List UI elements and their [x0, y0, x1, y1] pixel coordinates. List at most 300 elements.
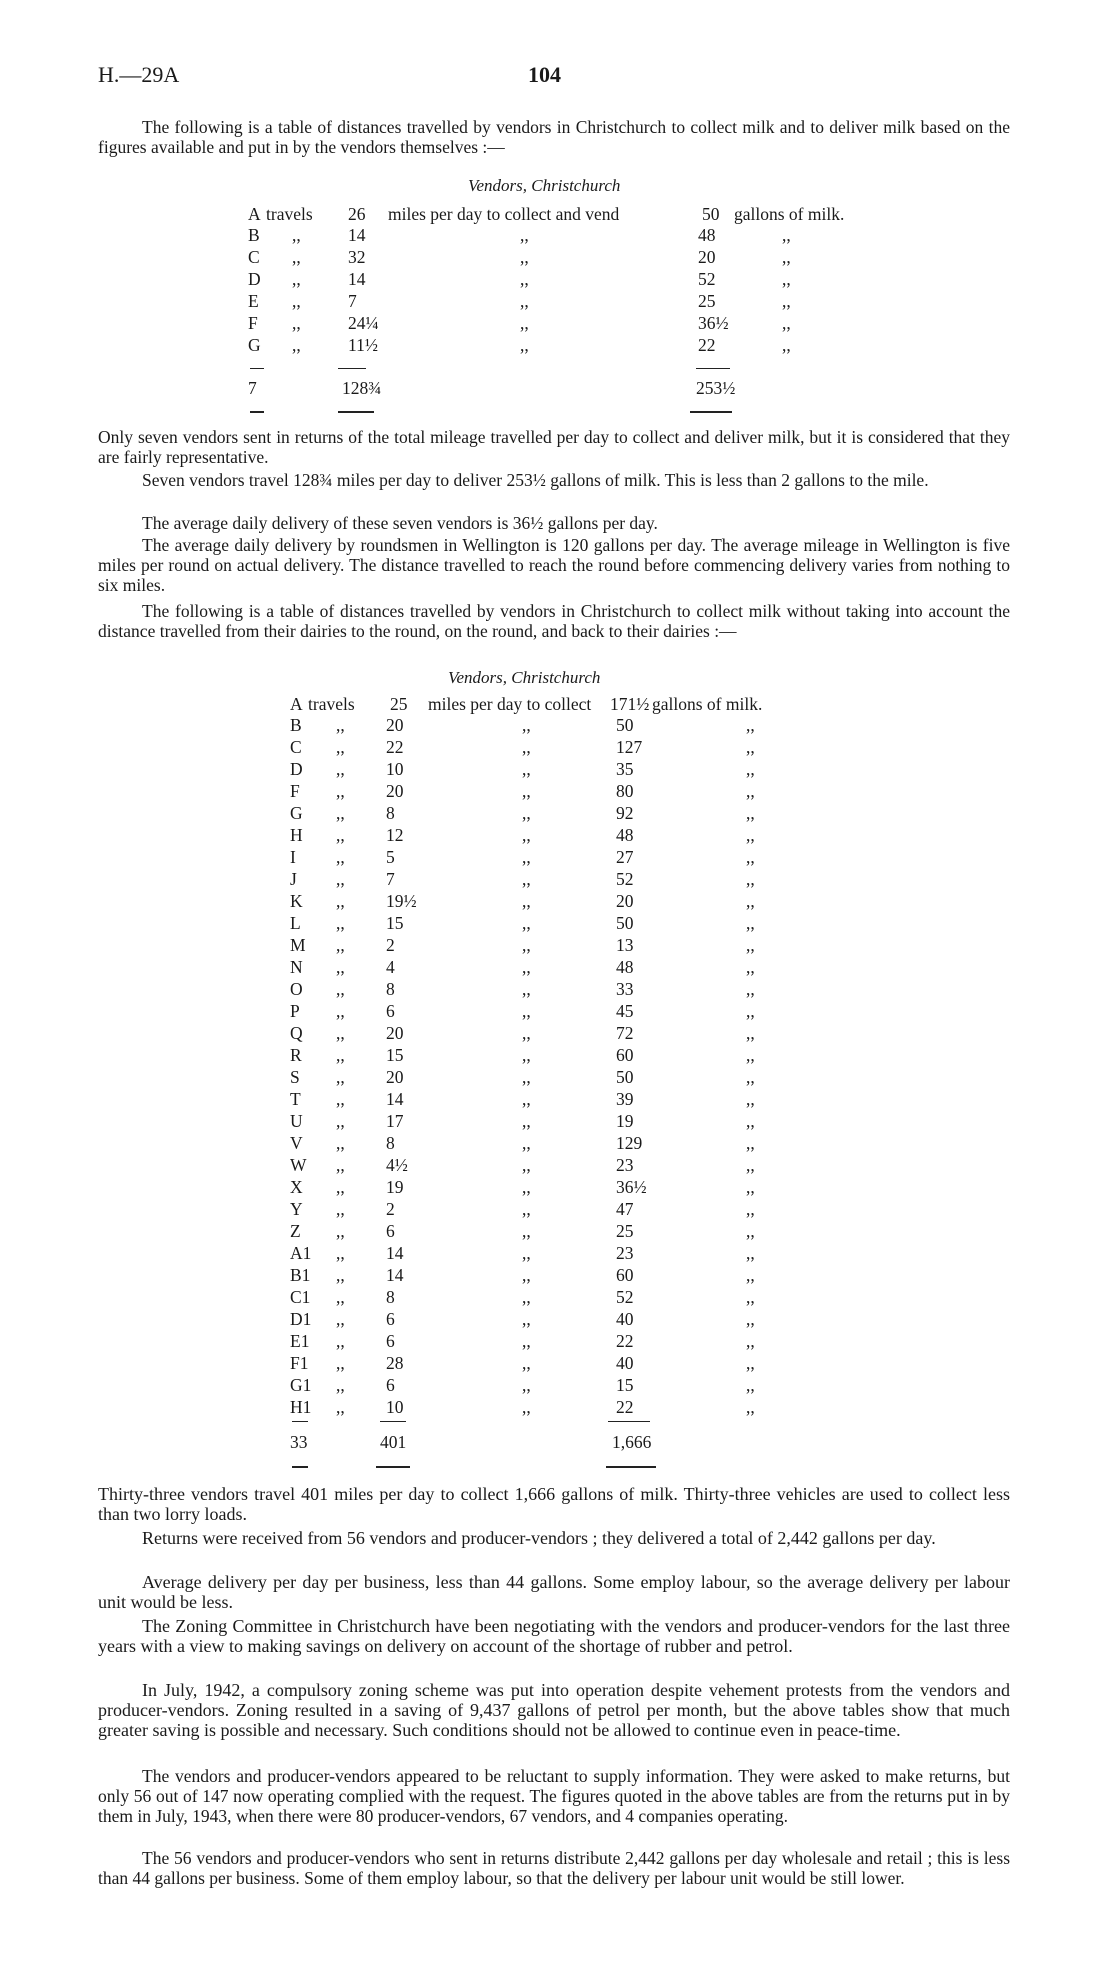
ditto-mark: ,,	[336, 935, 345, 955]
miles-value: 8	[386, 1133, 395, 1153]
ditto-mark: ,,	[522, 1177, 531, 1197]
vendor-letter: L	[290, 913, 301, 933]
gallons-value: 23	[616, 1155, 634, 1175]
table-row	[290, 759, 890, 780]
miles-value: 14	[348, 225, 366, 245]
ditto-mark: ,,	[746, 1309, 755, 1329]
vendor-letter: E	[248, 291, 259, 311]
ditto-mark: ,,	[522, 781, 531, 801]
miles-value: 8	[386, 803, 395, 823]
ditto-mark: ,,	[336, 1265, 345, 1285]
vendor-letter: A	[248, 204, 261, 224]
ditto-mark: ,,	[336, 1111, 345, 1131]
ditto-mark: ,,	[336, 869, 345, 889]
vendor-letter: G	[248, 335, 261, 355]
ditto-mark: ,,	[336, 1199, 345, 1219]
ditto-mark: ,,	[746, 1111, 755, 1131]
table-2-caption: Vendors, Christchurch	[448, 668, 601, 687]
table-row	[290, 825, 890, 846]
ditto-mark: ,,	[522, 1243, 531, 1263]
gallons-value: 127	[616, 737, 643, 757]
paragraph-mid-3: The average daily delivery of these seven vendors is 36½ gallons per day.	[142, 513, 658, 533]
ditto-mark: ,,	[336, 1001, 345, 1021]
miles-value: 14	[386, 1089, 404, 1109]
vendor-letter: U	[290, 1111, 303, 1131]
table-row	[290, 1309, 890, 1330]
ditto-mark: ,,	[292, 225, 301, 245]
table-row	[290, 1265, 890, 1286]
vendor-letter: F	[290, 781, 300, 801]
ditto-mark: ,,	[336, 759, 345, 779]
ditto-mark: ,,	[292, 313, 301, 333]
ditto-mark: ,,	[746, 759, 755, 779]
total-count: 7	[248, 378, 257, 398]
ditto-mark: ,,	[336, 979, 345, 999]
vendor-letter: W	[290, 1155, 307, 1175]
ditto-mark: ,,	[520, 225, 529, 245]
paragraph-mid-2: Seven vendors travel 128¾ miles per day to deliver 253½ gallons of milk. This is less than 2 gallons to the mile.	[142, 470, 929, 490]
ditto-mark: ,,	[746, 1353, 755, 1373]
table-row	[290, 1089, 890, 1110]
vendor-letter: E1	[290, 1331, 310, 1351]
ditto-mark: ,,	[336, 1023, 345, 1043]
ditto-mark: ,,	[522, 1397, 531, 1417]
ditto-mark: ,,	[336, 1045, 345, 1065]
ditto-mark: ,,	[746, 847, 755, 867]
ditto-mark: ,,	[336, 1331, 345, 1351]
total-gallons: 1,666	[612, 1432, 652, 1452]
table-row	[290, 715, 890, 736]
ditto-mark: ,,	[746, 781, 755, 801]
ditto-mark: ,,	[336, 1309, 345, 1329]
table-1-caption: Vendors, Christchurch	[468, 176, 621, 195]
total-count: 33	[290, 1432, 308, 1452]
ditto-mark: ,,	[522, 1133, 531, 1153]
gallons-value: 48	[616, 825, 634, 845]
table-row	[248, 247, 848, 268]
gallons-value: 36½	[698, 313, 729, 333]
gallons-value: 50	[616, 715, 634, 735]
ditto-mark: ,,	[782, 247, 791, 267]
ditto-mark: ,,	[522, 759, 531, 779]
table-row	[290, 869, 890, 890]
ditto-mark: ,,	[746, 1133, 755, 1153]
vendor-letter: K	[290, 891, 303, 911]
table-row	[290, 1111, 890, 1132]
gallons-value: 25	[616, 1221, 634, 1241]
ditto-mark: ,,	[782, 269, 791, 289]
gallons-value: 50	[616, 913, 634, 933]
ditto-mark: ,,	[746, 1001, 755, 1021]
ditto-mark: ,,	[746, 913, 755, 933]
page-number: 104	[528, 62, 561, 87]
vendor-letter: V	[290, 1133, 303, 1153]
ditto-mark: ,,	[336, 847, 345, 867]
ditto-mark: ,,	[746, 1375, 755, 1395]
gallons-value: 19	[616, 1111, 634, 1131]
vendor-letter: C	[248, 247, 260, 267]
row-description: miles per day to collect	[428, 694, 592, 714]
gallons-value: 60	[616, 1045, 634, 1065]
ditto-mark: ,,	[746, 1397, 755, 1417]
ditto-mark: ,,	[522, 1309, 531, 1329]
miles-value: 32	[348, 247, 366, 267]
ditto-mark: ,,	[522, 979, 531, 999]
gallons-value: 52	[616, 1287, 634, 1307]
gallons-value: 50	[702, 204, 720, 224]
vendor-letter: C1	[290, 1287, 311, 1307]
miles-value: 8	[386, 979, 395, 999]
vendor-letter: G	[290, 803, 303, 823]
miles-value: 8	[386, 1287, 395, 1307]
document-reference: H.—29A	[98, 62, 180, 87]
miles-value: 14	[348, 269, 366, 289]
ditto-mark: ,,	[746, 1045, 755, 1065]
gallons-value: 13	[616, 935, 634, 955]
rule	[376, 1466, 410, 1468]
rule	[608, 1421, 650, 1422]
ditto-mark: ,,	[336, 1089, 345, 1109]
table-row	[248, 269, 848, 290]
ditto-mark: ,,	[782, 291, 791, 311]
miles-value: 4½	[386, 1155, 408, 1175]
vendor-letter: X	[290, 1177, 303, 1197]
gallons-value: 45	[616, 1001, 634, 1021]
row-tail: gallons of milk.	[652, 694, 763, 714]
rule	[606, 1466, 656, 1468]
paragraph-end-6: The vendors and producer-vendors appeared to be reluctant to supply information. They were asked to make returns, but only 56 out of 147 now operating complied with the request. The figures quoted in the above tables are from the returns put in by them in July, 1943, when there were 80 producer-vendors, 67 vendors, and 4 companies operating.	[98, 1766, 1010, 1826]
verb-travels: travels	[266, 204, 313, 224]
table-row	[290, 1001, 890, 1022]
miles-value: 11½	[348, 335, 378, 355]
ditto-mark: ,,	[522, 1287, 531, 1307]
ditto-mark: ,,	[746, 1155, 755, 1175]
gallons-value: 52	[616, 869, 634, 889]
ditto-mark: ,,	[782, 313, 791, 333]
gallons-value: 20	[698, 247, 716, 267]
vendor-letter: T	[290, 1089, 301, 1109]
gallons-value: 48	[698, 225, 716, 245]
ditto-mark: ,,	[336, 1287, 345, 1307]
gallons-value: 36½	[616, 1177, 647, 1197]
table-row	[290, 1243, 890, 1264]
vendor-letter: A	[290, 694, 303, 714]
miles-value: 24¼	[348, 313, 379, 333]
ditto-mark: ,,	[522, 1331, 531, 1351]
total-miles: 401	[380, 1432, 407, 1452]
rule	[250, 368, 264, 369]
ditto-mark: ,,	[522, 737, 531, 757]
vendor-letter: R	[290, 1045, 302, 1065]
ditto-mark: ,,	[520, 269, 529, 289]
vendor-letter: J	[290, 869, 297, 889]
ditto-mark: ,,	[336, 957, 345, 977]
gallons-value: 22	[616, 1331, 634, 1351]
table-row	[290, 935, 890, 956]
gallons-value: 25	[698, 291, 716, 311]
ditto-mark: ,,	[782, 335, 791, 355]
table-row	[290, 1199, 890, 1220]
ditto-mark: ,,	[746, 1089, 755, 1109]
ditto-mark: ,,	[336, 1375, 345, 1395]
rule	[292, 1466, 308, 1468]
vendor-letter: H1	[290, 1397, 312, 1417]
table-2-row-first	[290, 694, 890, 715]
total-miles: 128¾	[342, 378, 382, 398]
ditto-mark: ,,	[746, 1331, 755, 1351]
row-description: miles per day to collect and vend	[388, 204, 620, 224]
vendor-letter: M	[290, 935, 306, 955]
miles-value: 14	[386, 1243, 404, 1263]
gallons-value: 22	[698, 335, 716, 355]
gallons-value: 92	[616, 803, 634, 823]
ditto-mark: ,,	[522, 935, 531, 955]
paragraph-end-1: Thirty-three vendors travel 401 miles per day to collect 1,666 gallons of milk. Thirty-three vehicles are used to collect less than two lorry loads.	[98, 1484, 1010, 1524]
vendor-letter: S	[290, 1067, 300, 1087]
ditto-mark: ,,	[522, 1089, 531, 1109]
table-row	[290, 1397, 890, 1418]
table-1-totals	[248, 378, 948, 399]
vendor-letter: A1	[290, 1243, 312, 1263]
ditto-mark: ,,	[522, 1045, 531, 1065]
ditto-mark: ,,	[522, 1155, 531, 1175]
ditto-mark: ,,	[522, 715, 531, 735]
gallons-value: 40	[616, 1353, 634, 1373]
gallons-value: 72	[616, 1023, 634, 1043]
paragraph-end-7: The 56 vendors and producer-vendors who sent in returns distribute 2,442 gallons per day wholesale and retail ; this is less than 44 gallons per business. Some of them employ labour, so that the delivery per labour unit would be still lower.	[98, 1848, 1010, 1888]
ditto-mark: ,,	[746, 1243, 755, 1263]
miles-value: 15	[386, 1045, 404, 1065]
vendor-letter: Q	[290, 1023, 303, 1043]
table-row	[290, 1287, 890, 1308]
table-row	[248, 335, 848, 356]
ditto-mark: ,,	[522, 1375, 531, 1395]
table-row	[290, 1133, 890, 1154]
miles-value: 6	[386, 1331, 395, 1351]
ditto-mark: ,,	[746, 1177, 755, 1197]
ditto-mark: ,,	[522, 1265, 531, 1285]
ditto-mark: ,,	[746, 1023, 755, 1043]
table-row	[290, 847, 890, 868]
ditto-mark: ,,	[520, 291, 529, 311]
ditto-mark: ,,	[520, 247, 529, 267]
gallons-value: 52	[698, 269, 716, 289]
gallons-value: 22	[616, 1397, 634, 1417]
gallons-value: 39	[616, 1089, 634, 1109]
paragraph-end-2: Returns were received from 56 vendors and producer-vendors ; they delivered a total of 2,442 gallons per day.	[142, 1528, 936, 1548]
vendor-letter: N	[290, 957, 303, 977]
verb-travels: travels	[308, 694, 355, 714]
ditto-mark: ,,	[336, 913, 345, 933]
rule	[380, 1421, 406, 1422]
gallons-value: 33	[616, 979, 634, 999]
miles-value: 7	[348, 291, 357, 311]
gallons-value: 129	[616, 1133, 643, 1153]
table-row	[290, 913, 890, 934]
ditto-mark: ,,	[746, 1067, 755, 1087]
rule	[338, 368, 366, 369]
miles-value: 14	[386, 1265, 404, 1285]
ditto-mark: ,,	[520, 313, 529, 333]
ditto-mark: ,,	[522, 1023, 531, 1043]
miles-value: 5	[386, 847, 395, 867]
miles-value: 6	[386, 1221, 395, 1241]
vendor-letter: B1	[290, 1265, 311, 1285]
vendor-letter: D	[248, 269, 261, 289]
miles-value: 20	[386, 1067, 404, 1087]
table-row	[290, 1177, 890, 1198]
row-tail: gallons of milk.	[734, 204, 845, 224]
ditto-mark: ,,	[522, 847, 531, 867]
paragraph-end-5: In July, 1942, a compulsory zoning scheme was put into operation despite vehement protests from the vendors and producer-vendors. Zoning resulted in a saving of 9,437 gallons of petrol per month, but the above tables show that much greater saving is possible and necessary. Such conditions should not be allowed to continue even in peace-time.	[98, 1680, 1010, 1740]
vendor-letter: Y	[290, 1199, 303, 1219]
ditto-mark: ,,	[746, 825, 755, 845]
miles-value: 19	[386, 1177, 404, 1197]
miles-value: 20	[386, 715, 404, 735]
miles-value: 10	[386, 1397, 404, 1417]
table-row	[290, 1353, 890, 1374]
vendor-letter: D1	[290, 1309, 312, 1329]
miles-value: 20	[386, 781, 404, 801]
ditto-mark: ,,	[292, 291, 301, 311]
miles-value: 19½	[386, 891, 417, 911]
ditto-mark: ,,	[336, 1221, 345, 1241]
vendor-letter: P	[290, 1001, 300, 1021]
ditto-mark: ,,	[336, 1397, 345, 1417]
miles-value: 17	[386, 1111, 404, 1131]
ditto-mark: ,,	[522, 1067, 531, 1087]
vendor-letter: O	[290, 979, 303, 999]
ditto-mark: ,,	[746, 891, 755, 911]
total-gallons: 253½	[696, 378, 736, 398]
miles-value: 2	[386, 935, 395, 955]
ditto-mark: ,,	[522, 825, 531, 845]
gallons-value: 20	[616, 891, 634, 911]
paragraph-mid-5: The following is a table of distances travelled by vendors in Christchurch to collect milk without taking into account the distance travelled from their dairies to the round, on the round, and back to their dairies :—	[98, 601, 1010, 641]
rule	[696, 368, 730, 369]
vendor-letter: C	[290, 737, 302, 757]
vendor-letter: I	[290, 847, 296, 867]
miles-value: 25	[390, 694, 408, 714]
gallons-value: 23	[616, 1243, 634, 1263]
table-row	[290, 979, 890, 1000]
ditto-mark: ,,	[522, 957, 531, 977]
table-row	[290, 1067, 890, 1088]
table-row	[248, 225, 848, 246]
vendor-letter: B	[248, 225, 260, 245]
ditto-mark: ,,	[336, 1353, 345, 1373]
ditto-mark: ,,	[522, 1221, 531, 1241]
ditto-mark: ,,	[746, 957, 755, 977]
vendor-letter: G1	[290, 1375, 312, 1395]
miles-value: 12	[386, 825, 404, 845]
rule	[690, 411, 732, 413]
table-row	[290, 1375, 890, 1396]
table-row	[290, 957, 890, 978]
vendor-letter: H	[290, 825, 303, 845]
vendor-letter: D	[290, 759, 303, 779]
ditto-mark: ,,	[522, 803, 531, 823]
ditto-mark: ,,	[336, 1243, 345, 1263]
ditto-mark: ,,	[336, 1067, 345, 1087]
miles-value: 6	[386, 1001, 395, 1021]
miles-value: 22	[386, 737, 404, 757]
gallons-value: 80	[616, 781, 634, 801]
ditto-mark: ,,	[336, 715, 345, 735]
gallons-value: 47	[616, 1199, 634, 1219]
ditto-mark: ,,	[782, 225, 791, 245]
ditto-mark: ,,	[746, 715, 755, 735]
miles-value: 28	[386, 1353, 404, 1373]
rule	[338, 411, 374, 413]
ditto-mark: ,,	[522, 1353, 531, 1373]
gallons-value: 48	[616, 957, 634, 977]
table-row	[290, 1045, 890, 1066]
intro-paragraph-1: The following is a table of distances travelled by vendors in Christchurch to collect milk and to deliver milk based on the figures available and put in by the vendors themselves :—	[98, 117, 1010, 157]
miles-value: 6	[386, 1375, 395, 1395]
ditto-mark: ,,	[336, 1177, 345, 1197]
table-1-row-first	[248, 204, 948, 225]
gallons-value: 50	[616, 1067, 634, 1087]
vendor-letter: Z	[290, 1221, 301, 1241]
gallons-value: 35	[616, 759, 634, 779]
gallons-value: 171½	[610, 694, 650, 714]
ditto-mark: ,,	[336, 781, 345, 801]
ditto-mark: ,,	[746, 869, 755, 889]
ditto-mark: ,,	[336, 737, 345, 757]
ditto-mark: ,,	[336, 803, 345, 823]
table-row	[248, 291, 848, 312]
miles-value: 15	[386, 913, 404, 933]
table-row	[248, 313, 848, 334]
ditto-mark: ,,	[336, 1133, 345, 1153]
ditto-mark: ,,	[520, 335, 529, 355]
paragraph-end-4: The Zoning Committee in Christchurch have been negotiating with the vendors and producer-vendors for the last three years with a view to making savings on delivery on account of the shortage of rubber and petrol.	[98, 1616, 1010, 1656]
ditto-mark: ,,	[522, 891, 531, 911]
miles-value: 26	[348, 204, 366, 224]
miles-value: 6	[386, 1309, 395, 1329]
table-row	[290, 1155, 890, 1176]
table-row	[290, 781, 890, 802]
gallons-value: 27	[616, 847, 634, 867]
ditto-mark: ,,	[746, 737, 755, 757]
vendor-letter: F1	[290, 1353, 309, 1373]
paragraph-mid-1: Only seven vendors sent in returns of the total mileage travelled per day to collect and deliver milk, but it is considered that they are fairly representative.	[98, 427, 1010, 467]
gallons-value: 60	[616, 1265, 634, 1285]
ditto-mark: ,,	[336, 1155, 345, 1175]
gallons-value: 40	[616, 1309, 634, 1329]
ditto-mark: ,,	[522, 1111, 531, 1131]
ditto-mark: ,,	[522, 913, 531, 933]
ditto-mark: ,,	[746, 1221, 755, 1241]
vendor-letter: B	[290, 715, 302, 735]
ditto-mark: ,,	[746, 803, 755, 823]
miles-value: 7	[386, 869, 395, 889]
ditto-mark: ,,	[336, 825, 345, 845]
miles-value: 4	[386, 957, 395, 977]
ditto-mark: ,,	[336, 891, 345, 911]
table-row	[290, 803, 890, 824]
ditto-mark: ,,	[292, 269, 301, 289]
miles-value: 2	[386, 1199, 395, 1219]
table-row	[290, 1023, 890, 1044]
rule	[250, 411, 264, 413]
ditto-mark: ,,	[292, 247, 301, 267]
paragraph-mid-4: The average daily delivery by roundsmen in Wellington is 120 gallons per day. The average mileage in Wellington is five miles per round on actual delivery. The distance travelled to reach the round before commencing delivery varies from nothing to six miles.	[98, 535, 1010, 595]
paragraph-end-3: Average delivery per day per business, less than 44 gallons. Some employ labour, so the average delivery per labour unit would be less.	[98, 1572, 1010, 1612]
vendor-letter: F	[248, 313, 258, 333]
miles-value: 20	[386, 1023, 404, 1043]
